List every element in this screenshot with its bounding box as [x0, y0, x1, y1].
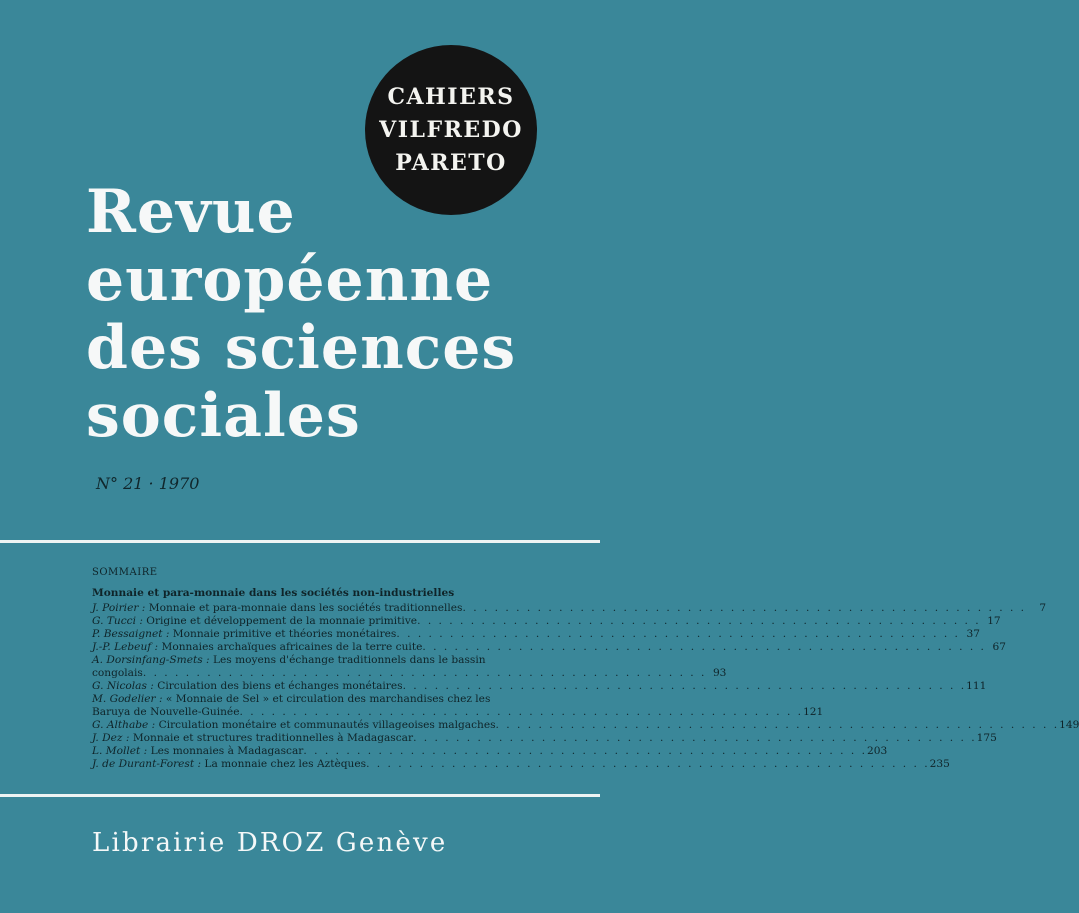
toc-title: Origine et développement de la monnaie primitive — [146, 615, 418, 627]
divider-bottom — [0, 794, 600, 797]
toc-entry — [92, 654, 727, 680]
toc-title: Les monnaies à Madagascar — [150, 745, 304, 757]
table-of-contents — [92, 566, 1079, 771]
toc-title-cont: congolais — [92, 667, 143, 679]
toc-page: 149 — [1059, 719, 1079, 731]
toc-author: M. Godelier : — [92, 693, 163, 705]
toc-author: G. Althabe : — [92, 719, 156, 731]
toc-entry — [92, 628, 980, 641]
title-line4: sociales — [86, 381, 361, 451]
toc-author: J. de Durant-Forest : — [92, 758, 202, 770]
toc-author: P. Bessaignet : — [92, 628, 170, 640]
toc-title: La monnaie chez les Aztèques — [204, 758, 367, 770]
toc-title: Les moyens d'échange traditionnels dans le bassin — [212, 654, 486, 666]
toc-entry — [92, 602, 1047, 615]
journal-title — [86, 178, 566, 450]
title-line2: européenne — [86, 245, 494, 315]
toc-author: J. Dez : — [92, 732, 130, 744]
toc-title: Circulation monétaire et communautés villageoises malgaches — [158, 719, 496, 731]
toc-author: J. Poirier : — [92, 602, 146, 614]
toc-title: Circulation des biens et échanges monétaires — [157, 680, 403, 692]
toc-author: L. Mollet : — [92, 745, 148, 757]
toc-entry — [92, 745, 888, 758]
toc-title: Monnaie et structures traditionnelles à Madagascar — [132, 732, 414, 744]
toc-title: Monnaie et para-monnaie dans les sociétés traditionnelles — [148, 602, 463, 614]
toc-entry — [92, 680, 987, 693]
toc-author: G. Tucci : — [92, 615, 143, 627]
toc-entry — [92, 719, 1079, 732]
series-badge-line2: VILFREDO — [379, 116, 523, 143]
toc-author: A. Dorsinfang-Smets : — [92, 654, 210, 666]
toc-entry — [92, 758, 950, 771]
toc-entry — [92, 615, 1001, 628]
toc-author: J.-P. Lebeuf : — [92, 641, 159, 653]
toc-title-cont: Baruya de Nouvelle-Guinée — [92, 706, 240, 718]
divider-top — [0, 540, 600, 543]
toc-entry — [92, 732, 997, 745]
toc-page: 175 — [976, 732, 997, 744]
toc-page: 235 — [929, 758, 950, 770]
toc-title: Monnaies archaïques africaines de la terre cuite — [161, 641, 423, 653]
toc-page: 203 — [866, 745, 888, 757]
toc-page: 37 — [966, 628, 980, 640]
toc-page: 67 — [992, 641, 1006, 653]
toc-entry — [92, 693, 824, 719]
toc-page: 121 — [803, 706, 824, 718]
contents-heading: SOMMAIRE — [92, 567, 158, 578]
toc-title: Monnaie primitive et théories monétaires — [172, 628, 397, 640]
toc-title: « Monnaie de Sel » et circulation des marchandises chez les — [165, 693, 491, 705]
contents-theme: Monnaie et para-monnaie dans les sociétés non-industrielles — [92, 587, 455, 599]
toc-entry — [92, 641, 1006, 654]
toc-page: 7 — [1039, 602, 1047, 614]
toc-page: 111 — [966, 680, 987, 692]
toc-page: 93 — [712, 667, 727, 679]
issue-number: N° 21 · 1970 — [96, 474, 200, 493]
publisher-name: Librairie DROZ Genève — [92, 828, 448, 858]
title-line1: Revue — [86, 177, 296, 247]
toc-author: G. Nicolas : — [92, 680, 154, 692]
toc-page: 17 — [987, 615, 1001, 627]
series-badge-line3: PARETO — [395, 149, 507, 176]
title-line3: des sciences — [86, 313, 517, 383]
series-badge-line1: CAHIERS — [387, 83, 515, 110]
